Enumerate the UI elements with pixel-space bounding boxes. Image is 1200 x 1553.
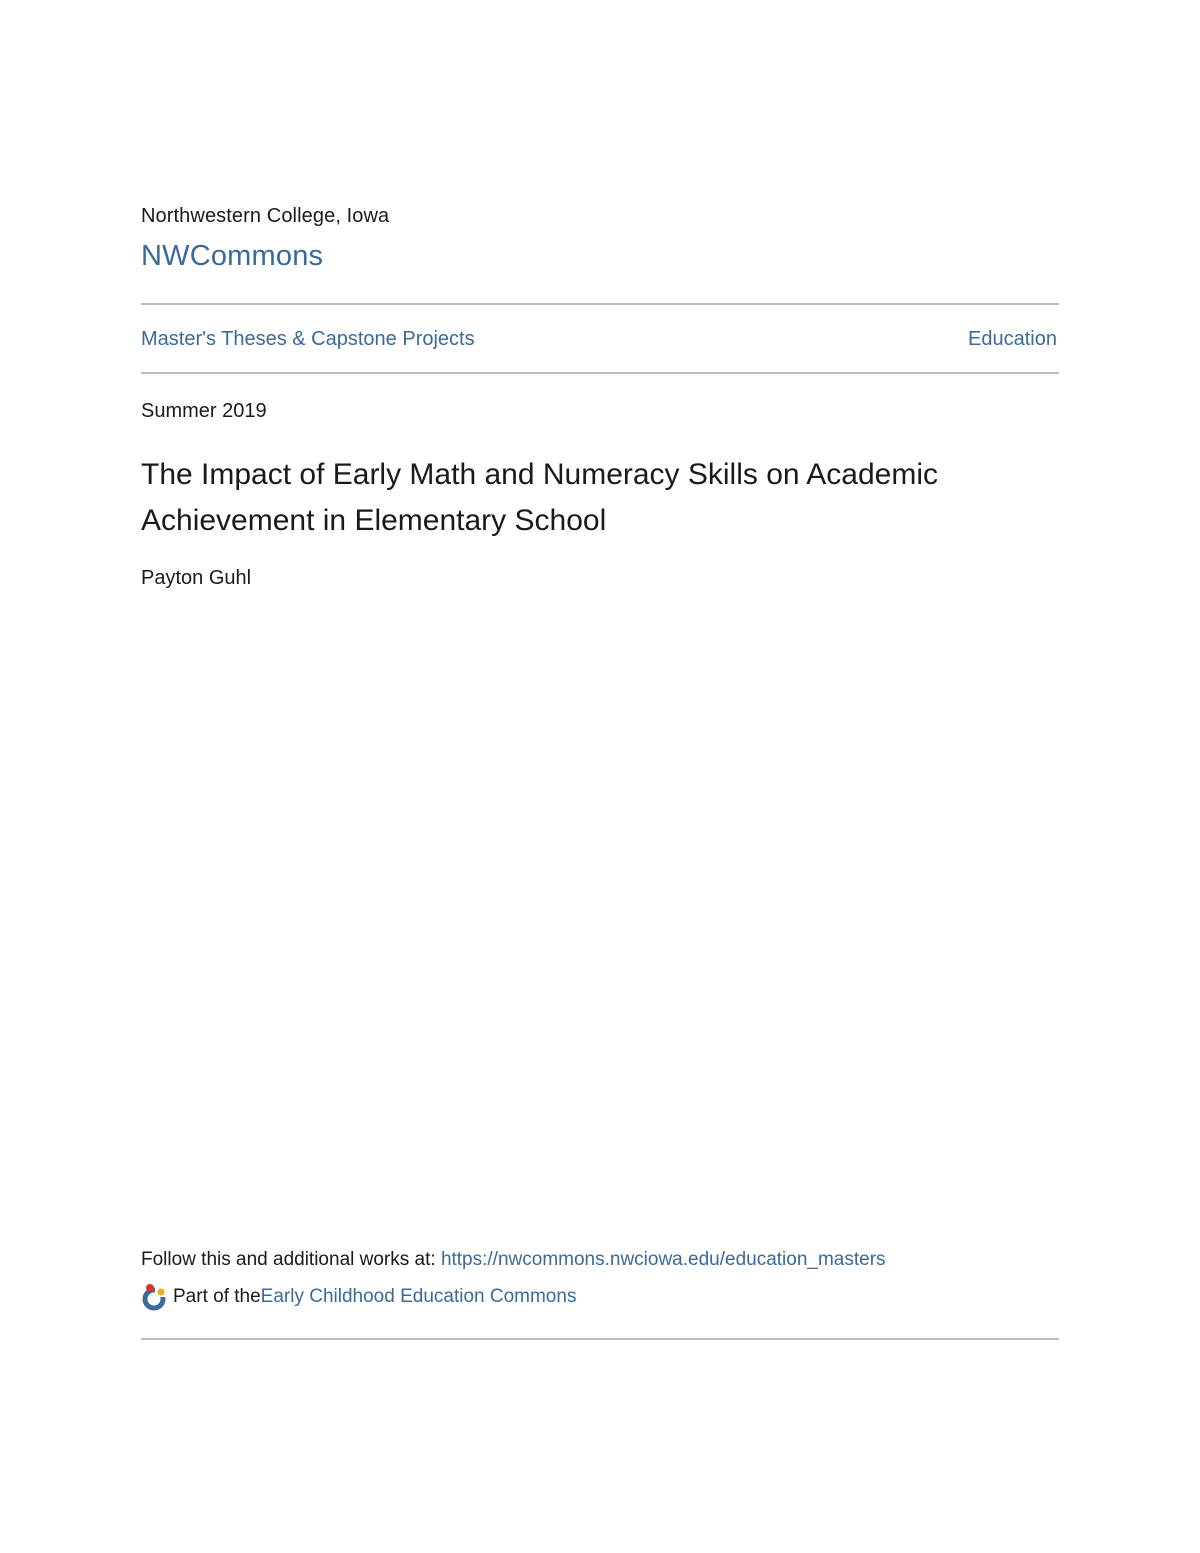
department-link[interactable]: Education	[968, 328, 1057, 350]
part-of-line	[141, 1283, 576, 1311]
cover-page	[141, 0, 1059, 1553]
series-link[interactable]: Master's Theses & Capstone Projects	[141, 328, 475, 350]
paper-title: The Impact of Early Math and Numeracy Skills on Academic Achievement in Elementary School	[141, 458, 938, 537]
part-of-prefix: Part of the	[173, 1286, 261, 1307]
divider-bottom	[141, 1338, 1059, 1340]
network-commons-icon	[141, 1283, 169, 1311]
follow-prefix: Follow this and additional works at:	[141, 1249, 441, 1270]
publication-date: Summer 2019	[141, 400, 267, 422]
follow-line	[141, 1249, 886, 1271]
commons-discipline-link[interactable]: Early Childhood Education Commons	[260, 1286, 577, 1307]
follow-url-link[interactable]: https://nwcommons.nwciowa.edu/education_masters	[440, 1249, 886, 1270]
repository-link[interactable]: NWCommons	[141, 240, 324, 272]
divider-top	[141, 303, 1059, 305]
institution-name: Northwestern College, Iowa	[141, 205, 390, 227]
divider-middle	[141, 372, 1059, 374]
author-name: Payton Guhl	[141, 567, 252, 589]
